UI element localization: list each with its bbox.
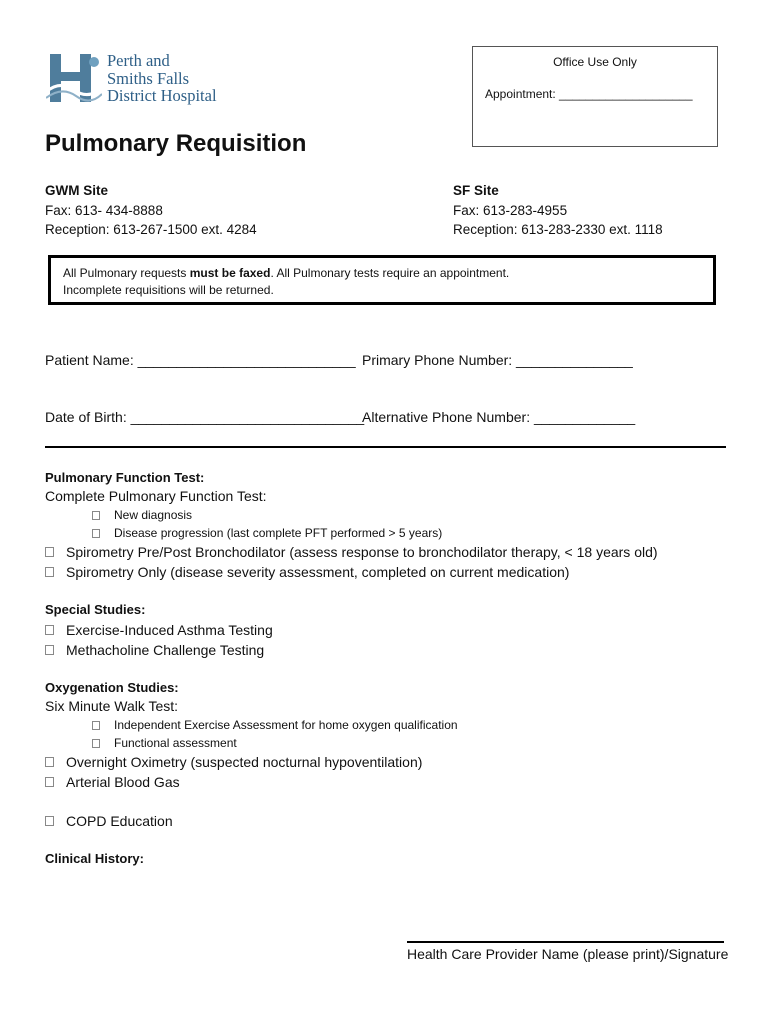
alt-phone-field[interactable]: Alternative Phone Number: _____________: [362, 409, 636, 425]
checkbox-icon[interactable]: [92, 721, 100, 730]
option-functional-assessment[interactable]: Functional assessment: [92, 736, 237, 750]
checkbox-icon[interactable]: [45, 547, 54, 557]
pft-subheading: Complete Pulmonary Function Test:: [45, 488, 267, 504]
hospital-logo: [46, 52, 246, 112]
six-minute-walk-subheading: Six Minute Walk Test:: [45, 698, 179, 714]
primary-phone-field[interactable]: Primary Phone Number: _______________: [362, 352, 633, 368]
option-exercise-asthma[interactable]: Exercise-Induced Asthma Testing: [45, 622, 273, 638]
option-overnight-oximetry[interactable]: Overnight Oximetry (suspected nocturnal hypoventilation): [45, 754, 422, 770]
checkbox-icon[interactable]: [45, 625, 54, 635]
checkbox-icon[interactable]: [45, 777, 54, 787]
option-spirometry-only[interactable]: Spirometry Only (disease severity assessment, completed on current medication): [45, 564, 569, 580]
dob-field[interactable]: Date of Birth: ______________________________: [45, 409, 365, 425]
clinical-history-heading: Clinical History:: [45, 851, 144, 866]
option-independent-exercise[interactable]: Independent Exercise Assessment for home oxygen qualification: [92, 718, 458, 732]
checkbox-icon[interactable]: [45, 645, 54, 655]
gwm-site-info: GWM Site Fax: 613- 434-8888 Reception: 613-267-1500 ext. 4284: [45, 183, 257, 237]
patient-name-field[interactable]: Patient Name: ____________________________: [45, 352, 356, 368]
notice-box: All Pulmonary requests must be faxed. All Pulmonary tests require an appointment. Incomplete requisitions will be returned.: [48, 255, 716, 305]
option-methacholine[interactable]: Methacholine Challenge Testing: [45, 642, 264, 658]
option-new-diagnosis[interactable]: New diagnosis: [92, 508, 192, 522]
option-copd-education[interactable]: COPD Education: [45, 813, 173, 829]
checkbox-icon[interactable]: [92, 529, 100, 538]
special-studies-heading: Special Studies:: [45, 602, 146, 617]
checkbox-icon[interactable]: [92, 739, 100, 748]
checkbox-icon[interactable]: [92, 511, 100, 520]
checkbox-icon[interactable]: [45, 567, 54, 577]
checkbox-icon[interactable]: [45, 757, 54, 767]
appointment-field[interactable]: Appointment: ____________________: [485, 87, 693, 101]
office-use-box: [472, 46, 718, 147]
hospital-emblem-icon: [46, 52, 102, 108]
option-arterial-blood-gas[interactable]: Arterial Blood Gas: [45, 774, 180, 790]
option-disease-progression[interactable]: Disease progression (last complete PFT performed > 5 years): [92, 526, 442, 540]
oxygenation-heading: Oxygenation Studies:: [45, 680, 179, 695]
signature-line[interactable]: [407, 941, 724, 943]
signature-label: Health Care Provider Name (please print)/Signature: [407, 946, 729, 962]
sf-site-info: SF Site Fax: 613-283-4955 Reception: 613-283-2330 ext. 1118: [453, 183, 663, 237]
pft-heading: Pulmonary Function Test:: [45, 470, 205, 485]
hospital-name: Perth and Smiths Falls District Hospital: [107, 51, 217, 105]
office-use-title: Office Use Only: [553, 55, 637, 69]
checkbox-icon[interactable]: [45, 816, 54, 826]
divider: [45, 446, 726, 448]
option-spirometry-pre-post[interactable]: Spirometry Pre/Post Bronchodilator (assess response to bronchodilator therapy, < 18 years old): [45, 544, 658, 560]
page-title: Pulmonary Requisition: [45, 130, 307, 157]
